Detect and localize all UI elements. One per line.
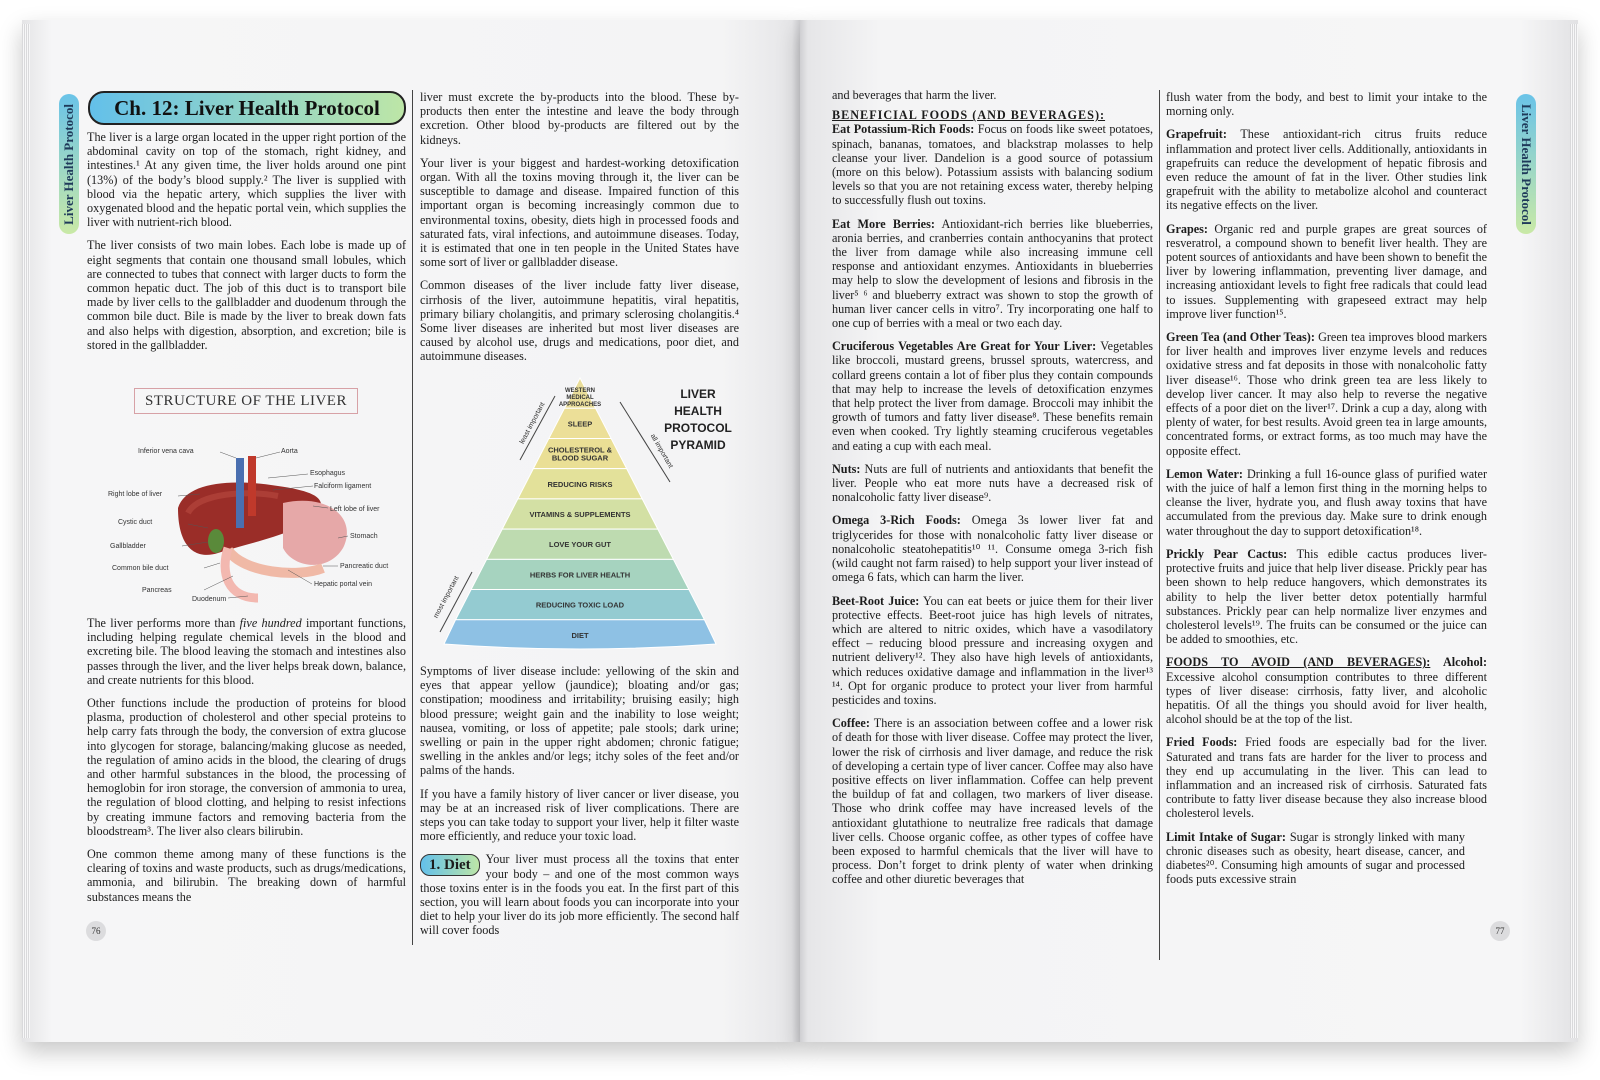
label-stomach: Stomach bbox=[350, 533, 378, 540]
item-heading: Limit Intake of Sugar: bbox=[1166, 829, 1286, 844]
item-heading: Lemon Water: bbox=[1166, 466, 1243, 481]
duodenum-shape bbox=[225, 548, 258, 598]
pyramid-level-label: VITAMINS & SUPPLEMENTS bbox=[529, 510, 631, 519]
text-run: The liver performs more than bbox=[87, 616, 240, 630]
text-run: Fried foods are especially bad for the liver. Saturated and trans fats are harder for the liver to process and they end up accumulating in the liver. This can lead to inflammation and an increased risk of cirrhosis. Saturated fats contribute to fatty liver disease because they also increase blood cholesterol levels. bbox=[1166, 735, 1487, 821]
paragraph: The liver is a large organ located in the upper right portion of the abdominal cavity on top of the stomach, right kidney, and intestines.¹ At any given time, the liver holds around one pint (13%) of the body’s blood supply.² The liver is supplied with blood via the hepatic artery, which supplies the liver with oxygenated blood and the hepatic portal vein, which supplies the liver with nutrient-rich blood. bbox=[87, 130, 406, 230]
section-heading-beneficial: BENEFICIAL FOODS (AND BEVERAGES): bbox=[832, 108, 1106, 123]
paragraph bbox=[832, 716, 1153, 886]
pyramid-level-label: HERBS FOR LIVER HEALTH bbox=[529, 570, 631, 580]
paragraph: One common theme among many of these functions is the clearing of toxins and waste products, such as drugs/medications, ammonia, and bilirubin. The breaking down of harmful substances means the bbox=[87, 847, 406, 904]
paragraph bbox=[832, 122, 1153, 207]
pyramid-level-label: SLEEP bbox=[567, 419, 593, 429]
paragraph: Your liver is your biggest and hardest-working detoxification organ. With all the toxins moving through it, the liver can be susceptible to damage and disease. Impaired function of this important organ is becoming increasingly common due to environmental toxins, obesity, diets high in processed foods and saturated fats, viral infections, and autoimmune diseases. Today, it is estimated that one in ten people in the United States have some sort of liver or gallbladder disease. bbox=[420, 155, 739, 270]
page-edge-right bbox=[1570, 24, 1578, 1038]
item-heading: Fried Foods: bbox=[1166, 735, 1238, 750]
pyramid-level-label: REDUCING RISKS bbox=[547, 479, 613, 489]
item-heading: Omega 3-Rich Foods: bbox=[832, 513, 961, 528]
item-heading: Nuts: bbox=[832, 461, 861, 476]
text-run: Your liver must process all the toxins that enter your body – and one of the most common ways those toxins enter is in the foods you eat. In the first part of this section, you will learn about foods you can incorporate into your diet to help your liver do its job more efficiently. The second half will cover foods bbox=[420, 852, 739, 938]
label-ivc: Inferior vena cava bbox=[138, 448, 194, 455]
label-left-lobe: Left lobe of liver bbox=[330, 506, 380, 513]
label-portal-vein: Hepatic portal vein bbox=[314, 581, 372, 588]
text-run: Green tea improves blood markers for liver health and improves liver enzyme levels and reduces oxidative stress and fat deposits in those with nonalcoholic fatty liver disease¹⁶. Those who drink green tea are less likely to develop liver cancer. It may also help to reverse the negative effects of a poor diet on the liver¹⁷. Drink a cup a day, along with plenty of water, for best results. Avoid green tea in large amounts, concentrated forms, or extract forms, as too much may have the opposite effect. bbox=[1166, 330, 1487, 458]
paragraph bbox=[1166, 830, 1487, 887]
left-column-2 bbox=[420, 90, 739, 373]
paragraph bbox=[87, 616, 406, 687]
paragraph: Symptoms of liver disease include: yellowing of the skin and eyes that appear yellow (jaundice); bloating and/or gas; constipation; moodiness and irritability; bruising easily; high blood pressure; weight gain and the inability to lose weight; nausea, vomiting, or loss of appetite; pale stools; dark urine; swelling or pain in the upper right abdomen; chronic fatigue; swelling in the ankles and/or legs; itchy soles of the feet and/or palms of the hands. bbox=[420, 664, 739, 778]
side-tab-left-label: Liver Health Protocol bbox=[61, 103, 76, 225]
paragraph: The liver consists of two main lobes. Each lobe is made up of eight segments that contain one thousand small lobules, which are connected to tubes that connect with larger ducts to form the common hepatic duct. The job of this duct is to transport bile made by liver cells to the gallbladder and duodenum through the common bile duct. Bile is made by the liver to break down fats and also helps with digestion, absorption, and excretion; bile is stored in the gallbladder. bbox=[87, 238, 406, 352]
paragraph: and beverages that harm the liver. bbox=[832, 88, 997, 102]
structure-heading: STRUCTURE OF THE LIVER bbox=[134, 388, 358, 414]
paragraph bbox=[832, 462, 1153, 505]
pyramid-title-line: PYRAMID bbox=[670, 438, 726, 452]
left-column-1 bbox=[87, 130, 406, 361]
pyramid-title-line: PROTOCOL bbox=[664, 421, 732, 435]
right-page bbox=[800, 20, 1578, 1042]
paragraph: liver must excrete the by-products into the blood. These by-products then enter the intestine and leave the body through excretion. Other blood by-products are filtered out by the kidneys. bbox=[420, 90, 739, 147]
arrow-all-label: all important bbox=[648, 432, 674, 470]
paragraph bbox=[832, 513, 1153, 584]
text-run: There is an association between coffee and a lower risk of death for those with liver disease. Coffee may protect the liver, lower the risk of cirrhosis and liver damage, and reduce the risk of developing a certain type of liver cancer. Coffee may also have positive effects on liver inflammation. Coffee can help prevent the buildup of fat and collagen, two markers of liver disease. Those who drink coffee may have increased levels of the antioxidant glutathione to neutralize free radicals that damage liver cells. Choose organic coffee, as other types of coffee have been exposed to harmful chemicals that the liver will have to process. Don’t forget to drink plenty of water when drinking coffee and other diuretic beverages that bbox=[832, 716, 1153, 887]
aorta bbox=[248, 456, 256, 516]
label-esophagus: Esophagus bbox=[310, 470, 346, 477]
text-run: Organic red and purple grapes are great sources of resveratrol, a compound shown to benefit liver health. They are potent sources of antioxidants and have been shown to benefit the liver by lowering inflammation, preventing liver damage, and increasing antioxidant levels to fight free radicals that could lead to issues. Supplementing with grapeseed extract may help improve liver function¹⁵. bbox=[1166, 221, 1487, 321]
liver-health-pyramid bbox=[420, 372, 740, 662]
item-heading: Eat More Berries: bbox=[832, 216, 935, 231]
label-cystic: Cystic duct bbox=[118, 519, 153, 526]
text-run: Omega 3s lower liver fat and triglycerides for those with nonalcoholic fatty liver disease or nonalcoholic steatohepatitis¹⁰ ¹¹. Consume omega 3-rich fish (wild caught not farm raised) to help support your liver instead of omega 6 fats, which can harm the liver. bbox=[832, 513, 1153, 585]
page-number-right: 77 bbox=[1490, 921, 1510, 941]
page-edge-left bbox=[22, 24, 30, 1038]
vena-cava bbox=[236, 458, 244, 528]
label-pancreatic-duct: Pancreatic duct bbox=[340, 563, 389, 570]
column-divider bbox=[1159, 90, 1160, 960]
pyramid-level-label: REDUCING TOXIC LOAD bbox=[535, 600, 625, 610]
arrow-least-label: least important bbox=[518, 401, 547, 446]
paragraph bbox=[1166, 222, 1487, 321]
left-column-1-lower bbox=[87, 616, 406, 913]
item-heading: Grapefruit: bbox=[1166, 127, 1227, 142]
text-run: Vegetables like broccoli, mustard greens, brussel sprouts, watercress, and collard greens contain a lot of fiber plus they contain compounds that may help to increase the levels of detoxification enzymes that help protect the liver from damage. Broccoli may inhibit the growth of tumors and fatty liver disease⁸. These benefits remain even when cooked. Try lightly steaming cruciferous vegetables and eating a cup with each meal. bbox=[832, 339, 1153, 453]
paragraph bbox=[832, 594, 1153, 708]
paragraph bbox=[832, 339, 1153, 453]
page-number-left: 76 bbox=[86, 921, 106, 941]
label-duodenum: Duodenum bbox=[192, 596, 227, 603]
item-heading: Prickly Pear Cactus: bbox=[1166, 546, 1288, 561]
paragraph bbox=[1166, 735, 1487, 820]
pyramid-title-line: LIVER bbox=[680, 387, 716, 401]
pyramid-level-label: LOVE YOUR GUT bbox=[549, 540, 611, 550]
item-heading: Eat Potassium-Rich Foods: bbox=[832, 122, 975, 137]
item-heading: Cruciferous Vegetables Are Great for Your Liver: bbox=[832, 339, 1097, 354]
text-run: You can eat beets or juice them for their liver protective effects. Beet-root juice has high levels of nitrates, which are altered to nitric oxides, which have a vasodilatory effect – reducing blood pressure and increasing oxygen and nutrient delivery¹². They also have high levels of antioxidants, which reduces oxidative damage and inflammation in the liver¹³ ¹⁴. Opt for organic produce to protect your liver from harmful pesticides and toxins. bbox=[832, 593, 1153, 707]
column-divider bbox=[412, 90, 413, 945]
text-run: Nuts are full of nutrients and antioxidants that benefit the liver. People who eat more nuts have a decreased risk of nonalcoholic fatty liver disease⁹. bbox=[832, 461, 1153, 505]
pyramid-level-label: CHOLESTEROL & BLOOD SUGAR bbox=[547, 445, 613, 463]
text-run: This edible cactus produces liver-protective fruits and juice that help liver disease. Prickly pear has been shown to help reduce hangovers, which demonstrates its ability to help the liver better detox potentially harmful substances. Prickly pear can help normalize liver enzymes and cholesterol levels¹⁹. The fruits can be consumed or the juice can be added to smoothies, etc. bbox=[1166, 546, 1487, 647]
paragraph: Other functions include the production of proteins for blood plasma, production of cholesterol and other special proteins to help carry fats through the body, the conversion of extra glucose into glycogen for storage, balancing/making glucose as needed, the regulation of amino acids in the blood, the clearing of drugs and other harmful substances in the blood, the processing of hemoglobin for iron storage, the conversion of ammonia to urea, the regulation of blood clotting, and helping to resist infections by creating immune factors and removing bacteria from the bloodstream³. The liver also clears bilirubin. bbox=[87, 696, 406, 838]
item-heading: Beet-Root Juice: bbox=[832, 593, 920, 608]
gallbladder-shape bbox=[208, 529, 224, 553]
text-run: Focus on foods like sweet potatoes, spinach, bananas, tomatoes, and blackstrap molasses to help cleanse your liver. Dandelion is a good source of potassium (more on this below). Potassium assists with balancing sodium levels so that you are not retaining excess water, thereby helping to successfully flush out toxins. bbox=[832, 122, 1153, 208]
item-heading: Green Tea (and Other Teas): bbox=[1166, 330, 1315, 345]
left-column-2-lower bbox=[420, 664, 739, 947]
pyramid-level-label: WESTERN MEDICAL APPROACHES bbox=[558, 388, 602, 408]
paragraph bbox=[832, 217, 1153, 331]
label-common-bile: Common bile duct bbox=[112, 565, 169, 572]
text-run: Sugar is strongly linked with many chronic diseases such as obesity, heart disease, cancer, and diabetes²⁰. Consuming high amounts of sugar and processed foods puts excessive strain bbox=[1166, 829, 1465, 887]
side-tab-left bbox=[59, 94, 79, 234]
emphasis: five hundred bbox=[239, 616, 302, 630]
paragraph bbox=[1166, 330, 1487, 458]
arrow-most-label: most important bbox=[432, 575, 461, 620]
section-heading-avoid: FOODS TO AVOID (AND BEVERAGES): bbox=[1166, 655, 1431, 670]
text-run: Excessive alcohol consumption contributes to three different types of liver disease: cirrhosis, fatty liver, and alcoholic hepatitis. Of all the things you should avoid for liver health, alcohol should be at the top of the list. bbox=[1166, 669, 1487, 727]
pyramid-title-line: HEALTH bbox=[674, 404, 722, 418]
text-run: These antioxidant-rich citrus fruits reduce inflammation and protect liver cells. Additionally, antioxidants in grapefruits can reduce the development of hepatic fibrosis and even reduce the amount of fat in the liver. Other studies link grapefruit with the ability to metabolize alcohol and counteract its negative effects on the liver. bbox=[1166, 127, 1487, 213]
chapter-title: Ch. 12: Liver Health Protocol bbox=[88, 91, 406, 125]
text-run: important functions, including helping regulate chemical levels in the blood and excreting bile. The blood leaving the stomach and intestines also passes through the liver, and the liver helps break down, balance, and create nutrients for this blood. bbox=[87, 616, 406, 687]
right-column-2 bbox=[1166, 90, 1487, 895]
diet-badge: 1. Diet bbox=[420, 854, 480, 876]
paragraph bbox=[1166, 547, 1487, 646]
item-heading: Coffee: bbox=[832, 716, 870, 731]
open-book bbox=[22, 20, 1578, 1042]
item-heading: Alcohol: bbox=[1430, 655, 1487, 670]
right-column-1 bbox=[832, 88, 1153, 896]
label-falciform: Falciform ligament bbox=[314, 483, 372, 490]
pyramid-level-label: DIET bbox=[571, 630, 589, 640]
label-right-lobe: Right lobe of liver bbox=[108, 491, 163, 498]
paragraph: If you have a family history of liver cancer or liver disease, you may be at an increased risk of liver complications. There are steps you can take today to support your liver, help it filter waste more efficiently, and reduce your toxic load. bbox=[420, 786, 739, 844]
side-tab-right-label: Liver Health Protocol bbox=[1519, 103, 1534, 225]
paragraph bbox=[1166, 127, 1487, 212]
paragraph bbox=[1166, 655, 1487, 726]
label-pancreas: Pancreas bbox=[142, 587, 172, 594]
item-heading: Grapes: bbox=[1166, 221, 1208, 236]
left-page bbox=[22, 20, 800, 1042]
text-run: Drinking a full 16-ounce glass of purified water with the juice of half a lemon first thing in the morning helps to cleanse the liver, hydrate you, and flush away toxins that have accumulated from the previous day. Make sure to drink enough water throughout the day to support detoxification¹⁸. bbox=[1166, 466, 1488, 538]
paragraph: Common diseases of the liver include fatty liver disease, cirrhosis of the liver, autoimmune hepatitis, viral hepatitis, primary biliary cholangitis, and primary sclerosing cholangitis.⁴ Some liver diseases are inherited but most liver diseases are caused by alcohol use, drugs and medications, poor diet, and autoimmune diseases. bbox=[420, 278, 739, 364]
label-aorta: Aorta bbox=[281, 448, 298, 455]
paragraph bbox=[1166, 467, 1487, 538]
paragraph bbox=[420, 852, 739, 937]
paragraph: flush water from the body, and best to limit your intake to the morning only. bbox=[1166, 90, 1487, 119]
side-tab-right bbox=[1516, 94, 1536, 234]
text-run: Antioxidant-rich berries like blueberries, aronia berries, and cranberries contain anthocyanins that protect the liver from damage while also increasing immune cell response and antioxidant enzymes. Antioxidants in blueberries may help to slow the development of lesions and fibrosis in the liver⁵ ⁶ and blueberry extract was shown to stop the growth of human liver cancer cells in vitro⁷. Try incorporating one half to one cup of berries with a meal or two each day. bbox=[832, 216, 1153, 331]
liver-anatomy-illustration bbox=[108, 438, 408, 608]
label-gallbladder: Gallbladder bbox=[110, 543, 146, 550]
